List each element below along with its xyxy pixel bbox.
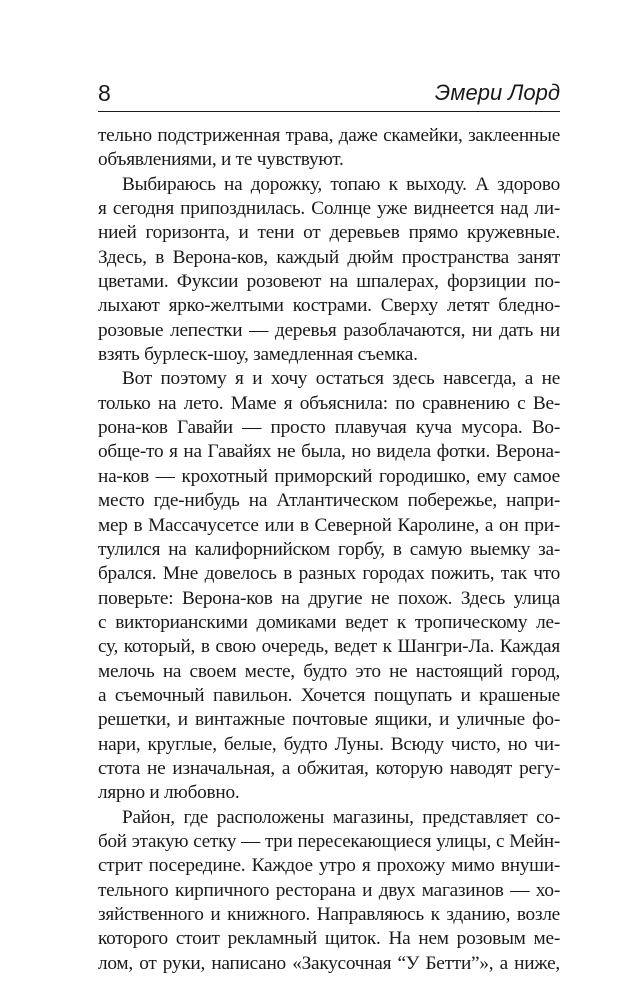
- text-line: тулился на калифорнийском горбу, в самую выемку за-: [98, 538, 560, 560]
- page-number: 8: [98, 80, 111, 106]
- text-line: стрит посередине. Каждое утро я прохожу мимо внуши-: [98, 855, 560, 877]
- text-line: мер в Массачусетсе или в Северной Каролине, а он при-: [98, 514, 560, 536]
- text-line: обще-то я на Гавайях не была, но видела фотки. Верона-: [98, 441, 560, 463]
- text-line: на-ков — крохотный приморский городишко, ему самое: [98, 465, 560, 487]
- text-line: лыхают ярко-желтыми кострами. Сверху летят бледно-: [98, 295, 560, 317]
- text-line: нией горизонта, и тени от деревьев прямо кружевные.: [98, 222, 560, 244]
- running-head-author: Эмери Лорд: [434, 80, 560, 105]
- text-line: стота не изначальная, а обжитая, которую наводят регу-: [98, 757, 560, 779]
- text-line: Выбираюсь на дорожку, топаю к выходу. А здорово: [122, 173, 560, 195]
- text-line: бой этакую сетку — три пересекающиеся улицы, с Мейн-: [98, 830, 560, 852]
- text-line: Здесь, в Верона-ков, каждый дюйм пространства занят: [98, 246, 560, 268]
- text-line: объявлениями, и те чувствуют.: [98, 149, 344, 171]
- header-rule: [98, 111, 560, 112]
- text-line: с викторианскими домиками ведет к тропическому ле-: [98, 611, 560, 633]
- text-line: розовые лепестки — деревья разоблачаются, ни дать ни: [98, 319, 560, 341]
- text-line: лом, от руки, написано «Закусочная “У Бетти”», а ниже,: [98, 952, 560, 974]
- text-line: только на лето. Маме я объяснила: по сравнению с Ве-: [98, 392, 560, 414]
- text-line: тельного кирпичного ресторана и двух магазинов — хо-: [98, 879, 560, 901]
- text-line: которого стоит рекламный щиток. На нем розовым ме-: [98, 928, 560, 950]
- text-line: брался. Мне довелось в разных городах пожить, так что: [98, 563, 560, 585]
- text-line: лярно и любовно.: [98, 782, 240, 804]
- text-line: зяйственного и книжного. Направляюсь к зданию, возле: [98, 904, 560, 925]
- body-text: [98, 124, 560, 976]
- text-line: а съемочный павильон. Хочется пощупать и крашеные: [98, 684, 560, 706]
- text-line: Вот поэтому я и хочу остаться здесь навсегда, а не: [122, 368, 560, 390]
- text-line: решетки, и винтажные почтовые ящики, и уличные фо-: [98, 709, 560, 731]
- text-line: мелочь на своем месте, будто это не настоящий город,: [98, 660, 560, 682]
- text-line: цветами. Фуксии розовеют на шпалерах, форзиции по-: [98, 271, 560, 293]
- text-line: поверьте: Верона-ков на другие не похож. Здесь улица: [98, 587, 560, 609]
- page-header: [98, 80, 560, 108]
- text-line: тельно подстриженная трава, даже скамейки, заклеенные: [98, 125, 560, 146]
- text-line: су, который, в свою очередь, ведет к Шангри-Ла. Каждая: [98, 636, 560, 658]
- text-line: взять бурлеск-шоу, замедленная съемка.: [98, 344, 418, 366]
- text-line: нари, круглые, белые, будто Луны. Всюду чисто, но чи-: [98, 733, 560, 755]
- text-line: место где-нибудь на Атлантическом побережье, напри-: [98, 490, 560, 512]
- text-line: я сегодня припозднилась. Солнце уже виднеется над ли-: [98, 198, 560, 220]
- text-line: рона-ков Гавайи — просто плавучая куча мусора. Во-: [98, 417, 560, 439]
- text-line: Район, где расположены магазины, представляет со-: [122, 806, 560, 828]
